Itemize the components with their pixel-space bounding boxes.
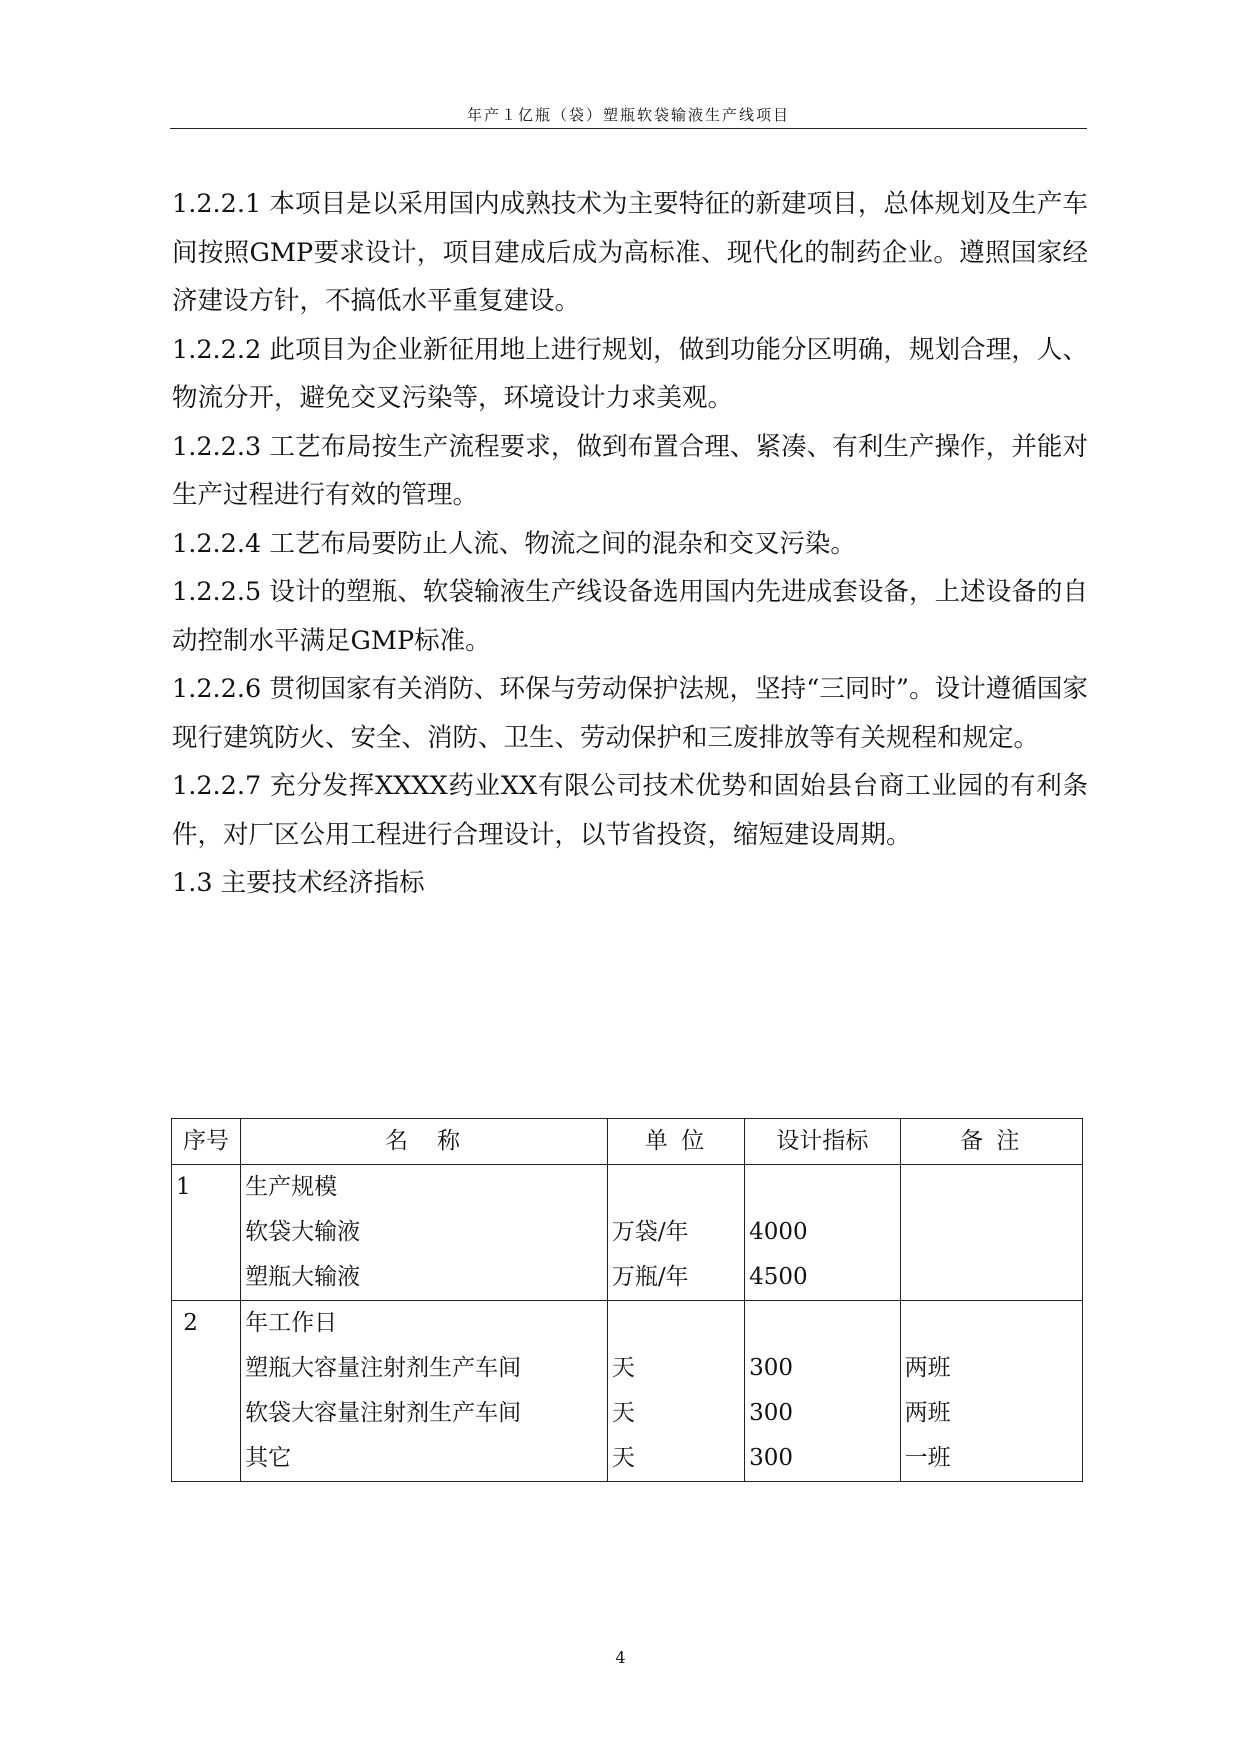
cell-text [905,1255,1078,1300]
paragraph: 1.2.2.6 贯彻国家有关消防、环保与劳动保护法规，坚持“三同时”。设计遵循国家现行建筑防火、安全、消防、卫生、劳动保护和三废排放等有关规程和规定。 [172,674,1088,753]
running-header: 年产１亿瓶（袋）塑瓶软袋输液生产线项目 [466,106,790,124]
cell-value [745,1301,900,1482]
cell-name [241,1301,608,1482]
cell-text: 300 [749,1355,794,1381]
cell-text [612,1165,740,1210]
cell-text: 生产规模 [245,1174,338,1200]
cell-text: 一班 [904,1445,951,1471]
header-divider [170,128,1087,129]
cell-note [900,1301,1082,1482]
cell-no [172,1165,241,1301]
cell-name [241,1165,608,1301]
cell-text: 万瓶/年 [611,1264,689,1290]
paragraph: 1.2.2.3 工艺布局按生产流程要求，做到布置合理、紧凑、有利生产操作，并能对生产过程进行有效的管理。 [172,431,1088,510]
header-cell-name: 名 称 [241,1119,608,1165]
table-row [172,1165,1083,1301]
cell-text: 2 [176,1310,198,1336]
cell-text [749,1301,895,1346]
cell-text: 软袋大输液 [245,1219,361,1245]
page-number: 4 [615,1648,626,1667]
paragraph: 1.2.2.4 工艺布局要防止人流、物流之间的混杂和交叉污染。 [172,528,856,559]
cell-text: 其它 [245,1445,292,1471]
cell-text: 两班 [904,1400,951,1426]
body-text [172,180,1088,908]
cell-text [612,1301,740,1346]
cell-text: 两班 [904,1355,951,1381]
header-cell-no: 序号 [172,1119,241,1165]
cell-no [172,1301,241,1482]
paragraph: 1.2.2.2 此项目为企业新征用地上进行规划，做到功能分区明确，规划合理，人、物流分开，避免交叉污染等，环境设计力求美观。 [172,334,1088,413]
cell-text: 天 [611,1355,635,1381]
cell-text [905,1210,1078,1255]
paragraph: 1.2.2.5 设计的塑瓶、软袋输液生产线设备选用国内先进成套设备，上述设备的自动控制水平满足GMP标准。 [172,577,1088,656]
cell-text: 天 [611,1445,635,1471]
table-row [172,1301,1083,1482]
cell-note [900,1165,1082,1301]
cell-text [749,1165,895,1210]
cell-text: 年工作日 [245,1310,338,1336]
cell-text: 天 [611,1400,635,1426]
cell-text [905,1165,1078,1210]
cell-text: 塑瓶大输液 [245,1264,361,1290]
cell-value [745,1165,900,1301]
indicator-table [171,1118,1083,1482]
cell-text: 1 [176,1174,191,1200]
table-header-row [172,1119,1083,1165]
header-cell-unit: 单 位 [607,1119,744,1165]
cell-text: 塑瓶大容量注射剂生产车间 [245,1355,522,1381]
cell-text: 4500 [749,1264,808,1290]
cell-text: 软袋大容量注射剂生产车间 [245,1400,522,1426]
section-heading: 1.3 主要技术经济指标 [172,868,425,898]
cell-unit [607,1165,744,1301]
header-cell-note: 备 注 [900,1119,1082,1165]
paragraph: 1.2.2.7 充分发挥XXXX药业XX有限公司技术优势和固始县台商工业园的有利条件，对厂区公用工程进行合理设计，以节省投资，缩短建设周期。 [172,771,1088,850]
cell-text: 万袋/年 [611,1219,689,1245]
cell-unit [607,1301,744,1482]
cell-text: 300 [749,1400,794,1426]
cell-text: 4000 [749,1219,808,1245]
cell-text [905,1301,1078,1346]
header-cell-value: 设计指标 [745,1119,900,1165]
paragraph: 1.2.2.1 本项目是以采用国内成熟技术为主要特征的新建项目，总体规划及生产车间按照GMP要求设计，项目建成后成为高标准、现代化的制药企业。遵照国家经济建设方针，不搞低水平重复建设。 [172,189,1088,316]
cell-text: 300 [749,1445,794,1471]
